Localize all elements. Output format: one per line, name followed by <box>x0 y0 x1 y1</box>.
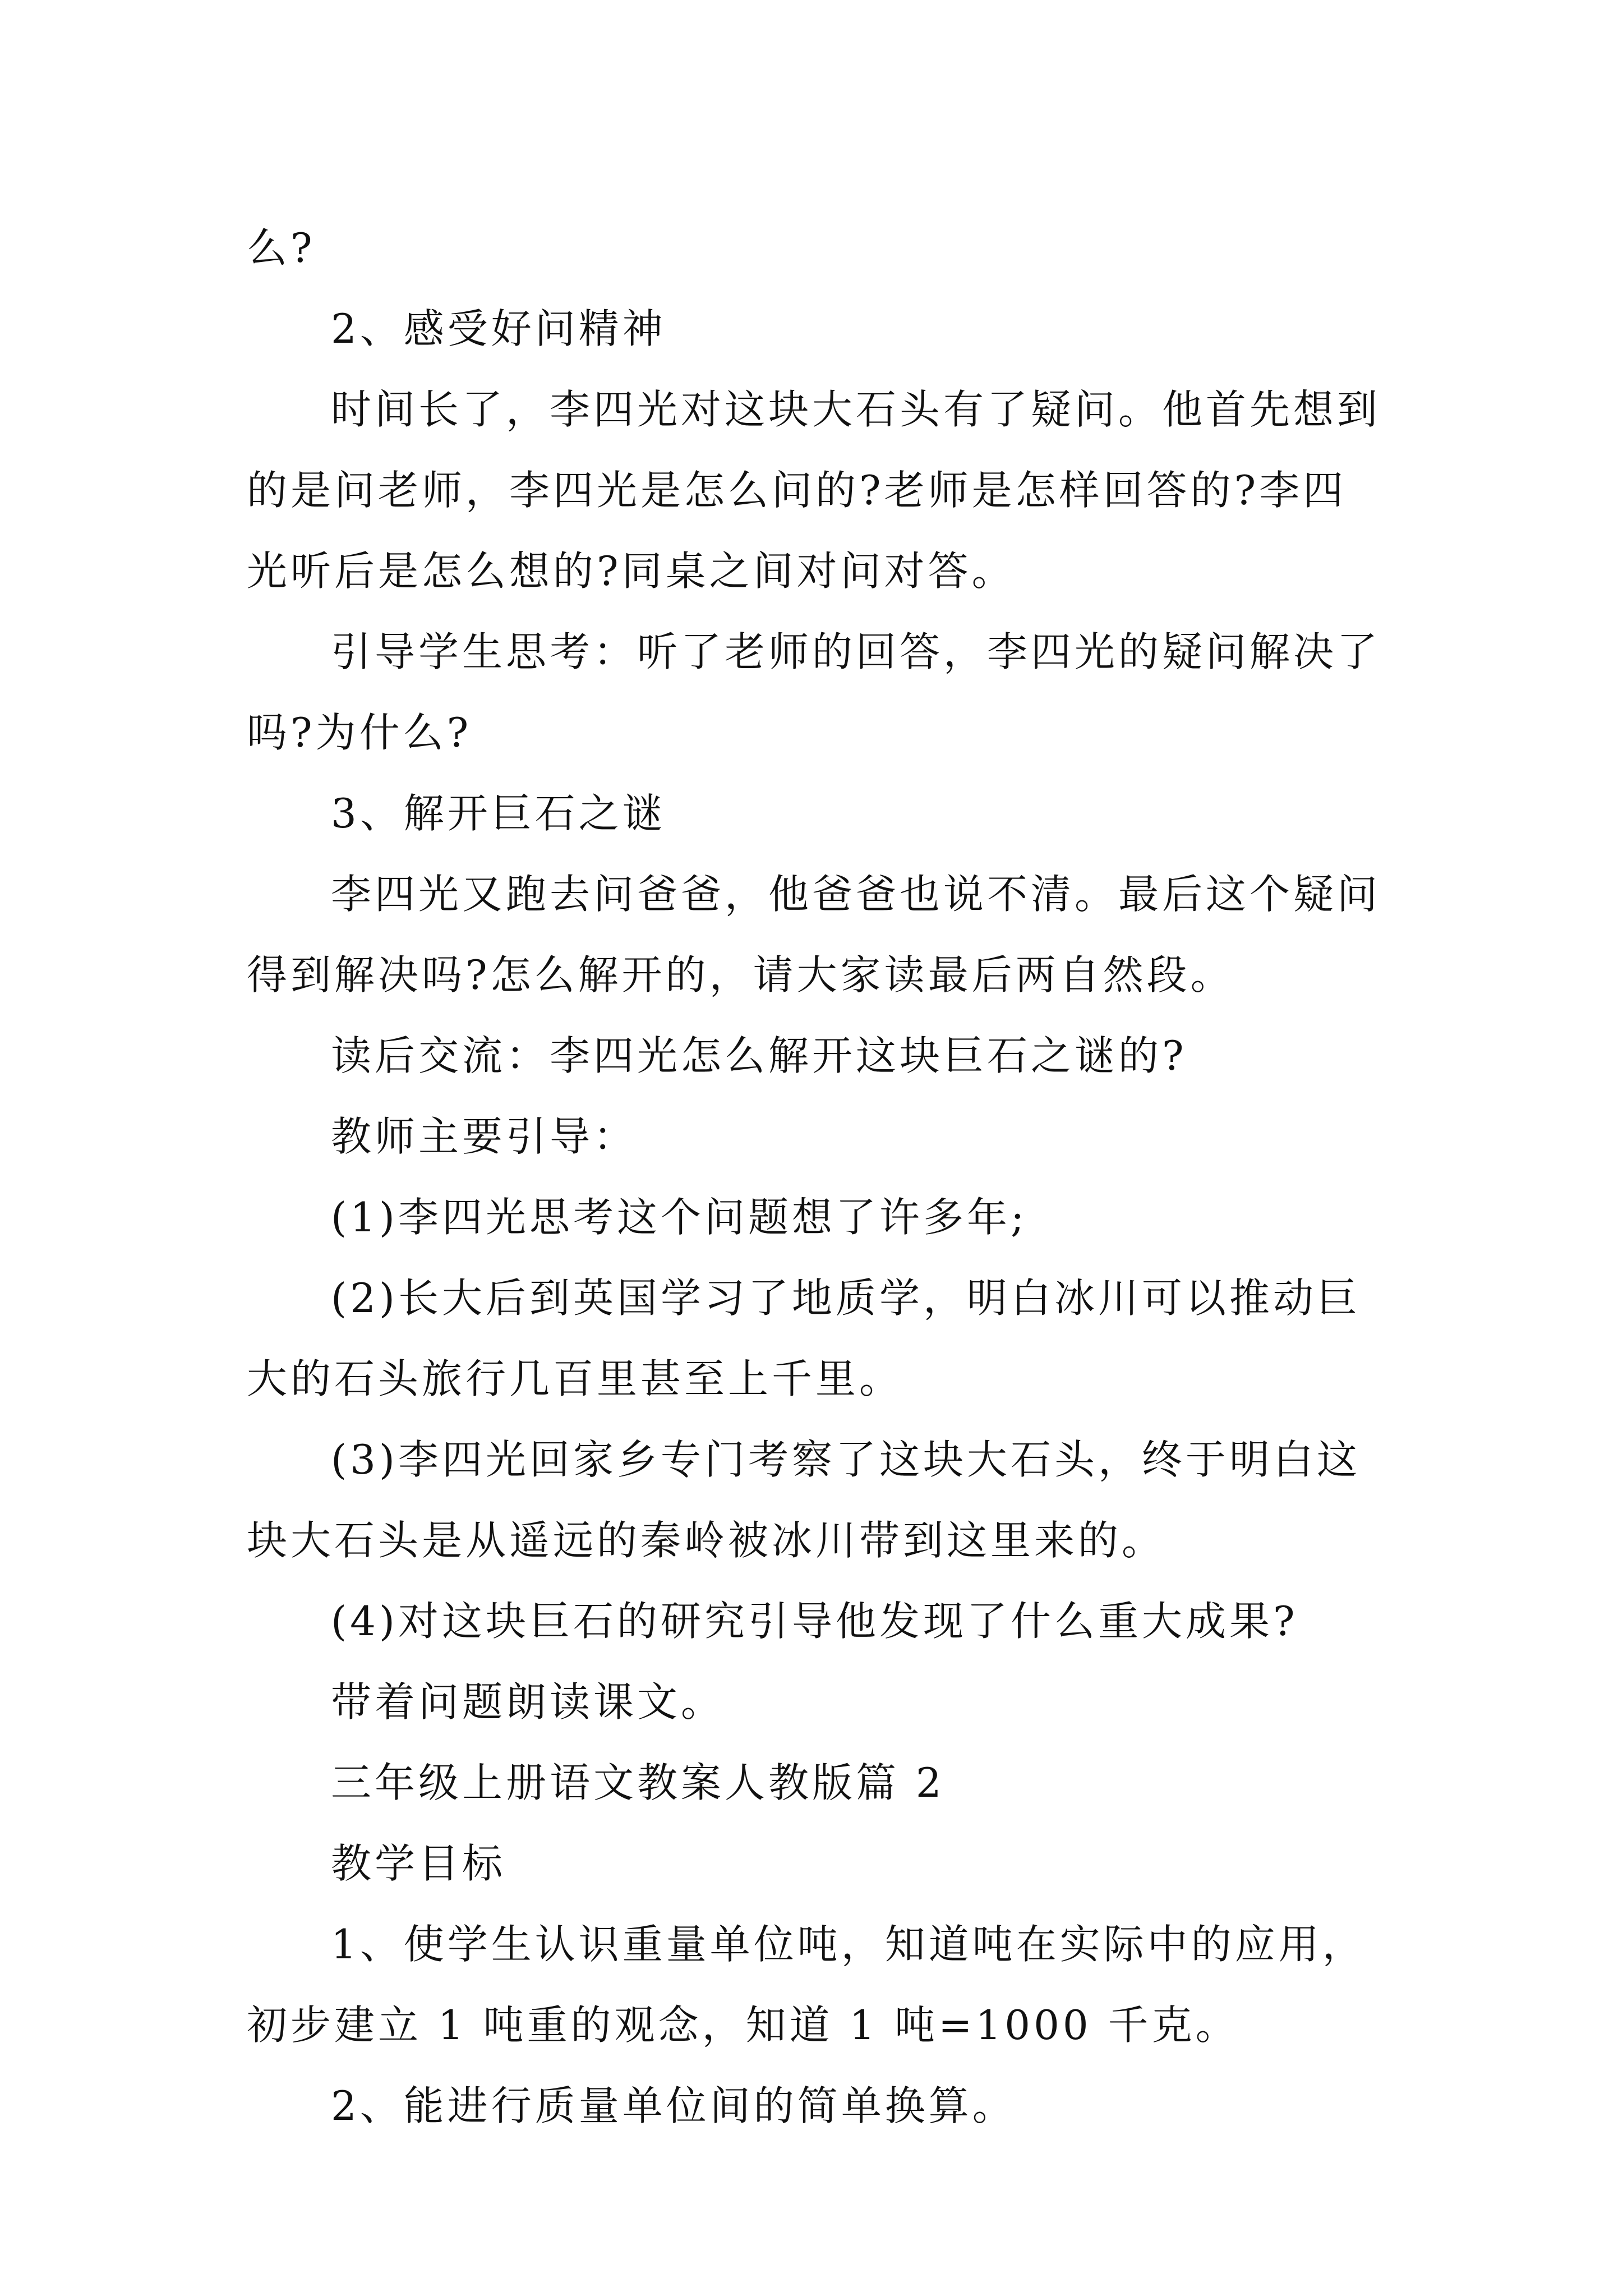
paragraph: 李四光又跑去问爸爸，他爸爸也说不清。最后这个疑问得到解决吗?怎么解开的，请大家读最后两自然段。 <box>247 871 1381 999</box>
paragraph: 时间长了，李四光对这块大石头有了疑问。他首先想到的是问老师，李四光是怎么问的?老师是怎样回答的?李四光听后是怎么想的?同桌之间对问对答。 <box>247 386 1381 595</box>
paragraph: 教师主要引导： <box>331 1113 638 1160</box>
list-item: 2、能进行质量单位间的简单换算。 <box>331 2082 1016 2129</box>
document-body <box>247 208 1385 2146</box>
list-item: 1、使学生认识重量单位吨，知道吨在实际中的应用，初步建立 1 吨重的观念，知道 1 吨=1000 千克。 <box>247 1921 1366 2049</box>
lesson-title: 三年级上册语文教案人教版篇 2 <box>331 1759 945 1806</box>
list-item: (3)李四光回家乡专门考察了这块大石头，终于明白这块大石头是从遥远的秦岭被冰川带到这里来的。 <box>247 1436 1361 1564</box>
paragraph: 引导学生思考：听了老师的回答，李四光的疑问解决了吗?为什么? <box>247 628 1381 756</box>
paragraph: 读后交流：李四光怎么解开这块巨石之谜的? <box>331 1032 1187 1079</box>
list-item: (4)对这块巨石的研究引导他发现了什么重大成果? <box>331 1598 1298 1645</box>
section-heading-3: 3、解开巨石之谜 <box>331 790 666 837</box>
section-heading-objectives: 教学目标 <box>331 1840 506 1887</box>
section-heading-2: 2、感受好问精神 <box>331 305 666 352</box>
list-item: (1)李四光思考这个问题想了许多年; <box>331 1194 1028 1241</box>
list-item: (2)长大后到英国学习了地质学，明白冰川可以推动巨大的石头旅行几百里甚至上千里。 <box>247 1274 1361 1402</box>
paragraph-continuation: 么? <box>247 224 316 272</box>
paragraph: 带着问题朗读课文。 <box>331 1678 725 1726</box>
